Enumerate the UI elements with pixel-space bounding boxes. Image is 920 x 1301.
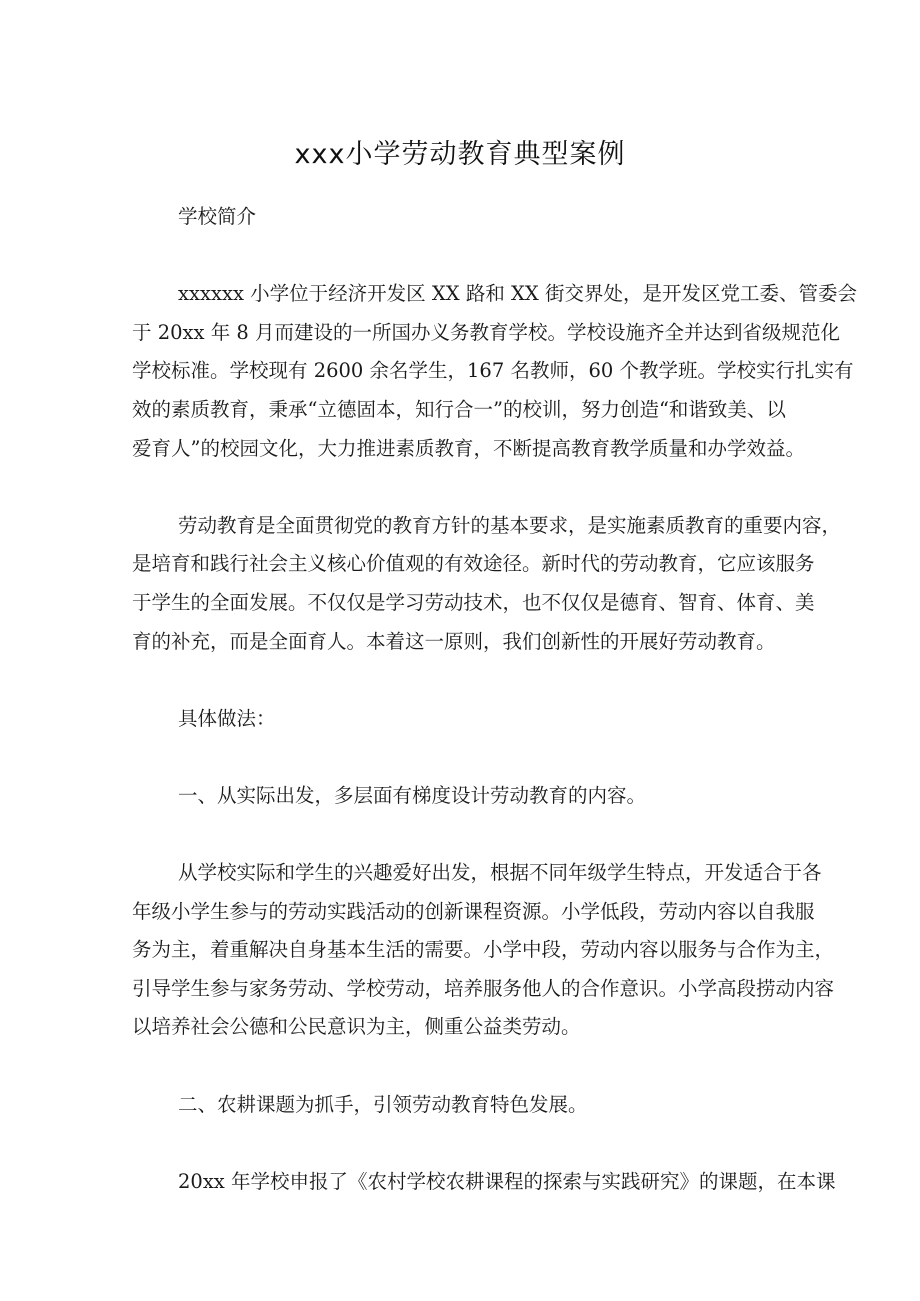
text-line: 从学校实际和学生的兴趣爱好出发，根据不同年级学生特点，开发适合于各 [178,861,822,885]
text-line: 于学生的全面发展。不仅仅是学习劳动技术，也不仅仅是德育、智育、体育、美 [132,590,815,614]
text-line: 劳动教育是全面贯彻党的教育方针的基本要求，是实施素质教育的重要内容， [178,513,842,537]
text-line: 务为主，着重解决自身基本生活的需要。小学中段，劳动内容以服务与合作为主， [132,938,835,962]
text-line: 二、农耕课题为抓手，引领劳动教育特色发展。 [178,1092,588,1116]
text-line: 引导学生参与家务劳动、学校劳动，培养服务他人的合作意识。小学高段捞动内容 [132,976,835,1000]
text-line: 育的补充，而是全面育人。本着这一原则，我们创新性的开展好劳动教育。 [132,629,776,653]
document-body [132,198,858,1201]
text-line: 爱育人”的校园文化，大力推进素质教育，不断提高教育教学质量和办学效益。 [132,436,805,460]
text-line: 效的素质教育，秉承“立德固本，知行合一”的校训，努力创造“和谐致美、以 [132,397,786,421]
paragraph-gap [132,816,796,855]
paragraph-gap [132,237,796,276]
paragraph-gap [132,468,796,507]
text-line: 于 20xx 年 8 月而建设的一所国办义务教育学校。学校设施齐全并达到省级规范化 [132,320,841,344]
text-line: 年级小学生参与的劳动实践活动的创新课程资源。小学低段，劳动内容以自我服 [132,899,815,923]
text-line: 学校标准。学校现有 2600 余名学生，167 名教师，60 个教学班。学校实行扎实有 [132,359,854,383]
paragraph-gap [132,1124,796,1163]
text-line: 具体做法： [178,706,276,730]
text-line: 一、从实际出发，多层面有梯度设计劳动教育的内容。 [178,783,647,807]
text-line: 以培养社会公德和公民意识为主，侧重公益类劳动。 [132,1015,581,1039]
text-line: 是培育和践行社会主义核心价值观的有效途径。新时代的劳动教育，它应该服务 [132,552,815,576]
text-line: xxxxxx 小学位于经济开发区 XX 路和 XX 街交界处，是开发区党工委、管委会 [178,282,858,306]
paragraph-gap [132,1047,796,1086]
paragraph-gap [132,661,796,700]
document-title: xxx小学劳动教育典型案例 [294,139,626,170]
text-line: 20xx 年学校申报了《农村学校农耕课程的探索与实践研究》的课题，在本课 [178,1169,836,1193]
text-line: 学校简介 [178,205,257,228]
paragraph-gap [132,738,796,777]
